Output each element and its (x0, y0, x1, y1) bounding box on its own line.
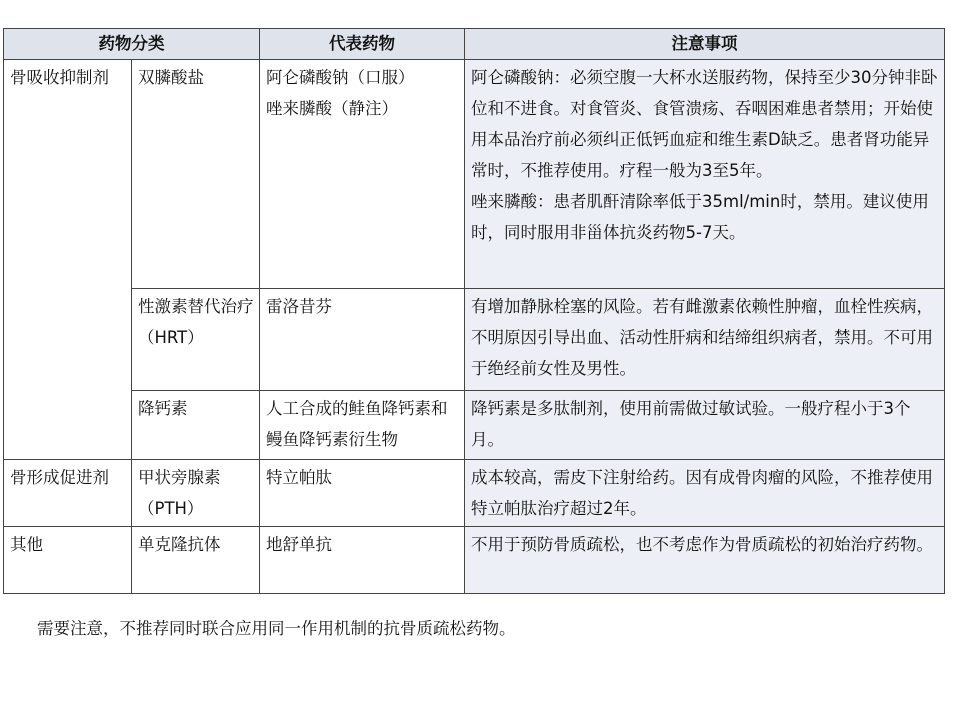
table-row (4, 391, 945, 460)
drug-cell: 雷洛昔芬 (260, 289, 465, 391)
footnote: 需要注意，不推荐同时联合应用同一作用机制的抗骨质疏松药物。 (37, 619, 516, 638)
subclass-cell: 甲状旁腺素（PTH） (132, 460, 260, 527)
group-cell: 骨形成促进剂 (4, 460, 132, 527)
table-row (4, 289, 945, 391)
subclass-cell: 单克隆抗体 (132, 527, 260, 594)
table-row (4, 460, 945, 527)
table-row (4, 527, 945, 594)
note-cell: 不用于预防骨质疏松，也不考虑作为骨质疏松的初始治疗药物。 (465, 527, 945, 594)
header-drug-class: 药物分类 (4, 29, 260, 60)
table-row (4, 60, 945, 289)
group-cell: 骨吸收抑制剂 (4, 60, 132, 460)
note-cell: 阿仑磷酸钠：必须空腹一大杯水送服药物，保持至少30分钟非卧位和不进食。对食管炎、食管溃疡、吞咽困难患者禁用；开始使用本品治疗前必须纠正低钙血症和维生素D缺乏。患者肾功能异常时，不推荐使用。疗程一般为3至5年。 唑来膦酸：患者肌酐清除率低于35ml/min时，禁用。建议使用时，同时服用非甾体抗炎药物5-7天。 (465, 60, 945, 289)
drug-cell: 人工合成的鲑鱼降钙素和鳗鱼降钙素衍生物 (260, 391, 465, 460)
header-representative-drug: 代表药物 (260, 29, 465, 60)
drug-cell: 阿仑磷酸钠（口服） 唑来膦酸（静注） (260, 60, 465, 289)
note-cell: 成本较高，需皮下注射给药。因有成骨肉瘤的风险，不推荐使用特立帕肽治疗超过2年。 (465, 460, 945, 527)
drug-table (3, 28, 945, 594)
note-cell: 降钙素是多肽制剂，使用前需做过敏试验。一般疗程小于3个月。 (465, 391, 945, 460)
drug-cell: 地舒单抗 (260, 527, 465, 594)
table-header-row (4, 29, 945, 60)
drug-cell: 特立帕肽 (260, 460, 465, 527)
subclass-cell: 降钙素 (132, 391, 260, 460)
subclass-cell: 性激素替代治疗（HRT） (132, 289, 260, 391)
header-notes: 注意事项 (465, 29, 945, 60)
group-cell: 其他 (4, 527, 132, 594)
note-cell: 有增加静脉栓塞的风险。若有雌激素依赖性肿瘤，血栓性疾病，不明原因引导出血、活动性肝病和结缔组织病者，禁用。不可用于绝经前女性及男性。 (465, 289, 945, 391)
subclass-cell: 双膦酸盐 (132, 60, 260, 289)
